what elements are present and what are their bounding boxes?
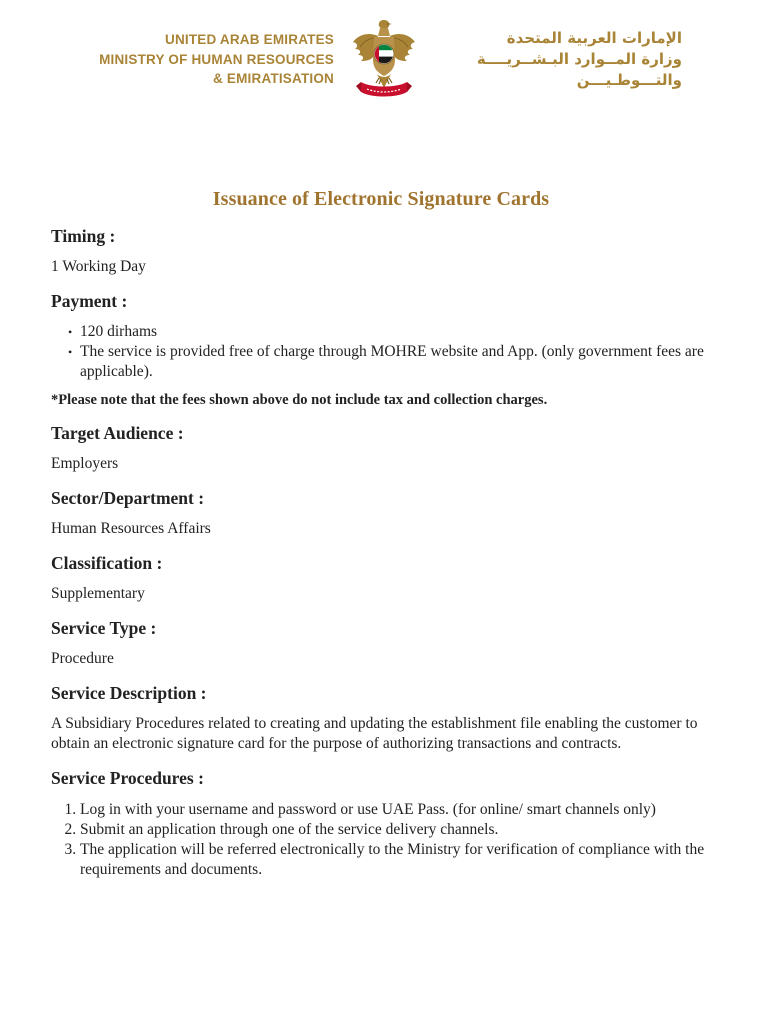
fees-note: *Please note that the fees shown above do not include tax and collection charges.: [51, 392, 548, 408]
list-item: 3. The application will be referred electronically to the Ministry for verification of compliance with the requirements and documents.: [80, 840, 730, 880]
document-body: [51, 188, 731, 880]
letterhead-arabic-line: والتـــوطـيـــن: [576, 71, 682, 89]
list-item: • The service is provided free of charge through MOHRE website and App. (only government fees are applicable).: [80, 342, 731, 382]
document-title: Issuance of Electronic Signature Cards: [212, 188, 550, 210]
letterhead-english-line: & EMIRATISATION: [213, 71, 334, 86]
timing-value: 1 Working Day: [51, 258, 146, 275]
service-type-heading: Service Type :: [51, 618, 157, 638]
classification-heading: Classification :: [51, 553, 163, 573]
letterhead-english-line: UNITED ARAB EMIRATES: [165, 32, 334, 47]
timing-heading: Timing :: [51, 226, 116, 246]
list-item: 1. Log in with your username and password or use UAE Pass. (for online/ smart channels only): [80, 800, 730, 820]
sector-value: Human Resources Affairs: [51, 520, 211, 537]
letterhead-arabic-line: الإمارات العربية المتحدة: [506, 29, 682, 47]
list-item: • 120 dirhams: [80, 322, 731, 342]
service-description-value: A Subsidiary Procedures related to creating and updating the establishment file enabling the customer to obtain an electronic signature card for the purpose of authorizing transactions and contracts.: [51, 715, 698, 752]
sector-heading: Sector/Department :: [51, 488, 205, 508]
letterhead-arabic: [432, 28, 682, 91]
target-audience-heading: Target Audience :: [51, 423, 184, 443]
service-description-heading: Service Description :: [51, 683, 207, 703]
letterhead: [0, 14, 768, 104]
payment-heading: Payment :: [51, 291, 128, 311]
service-procedures-heading: Service Procedures :: [51, 768, 204, 788]
classification-value: Supplementary: [51, 585, 145, 602]
letterhead-arabic-line: وزارة المــوارد البـشــريــــة: [476, 50, 682, 68]
list-item: 2. Submit an application through one of the service delivery channels.: [80, 820, 730, 840]
service-type-value: Procedure: [51, 650, 114, 667]
service-procedures-list: [51, 800, 730, 880]
letterhead-english: [99, 30, 334, 89]
payment-list: [51, 322, 731, 382]
target-audience-value: Employers: [51, 455, 119, 472]
letterhead-english-line: MINISTRY OF HUMAN RESOURCES: [99, 51, 334, 67]
uae-eagle-emblem-icon: [349, 16, 419, 102]
